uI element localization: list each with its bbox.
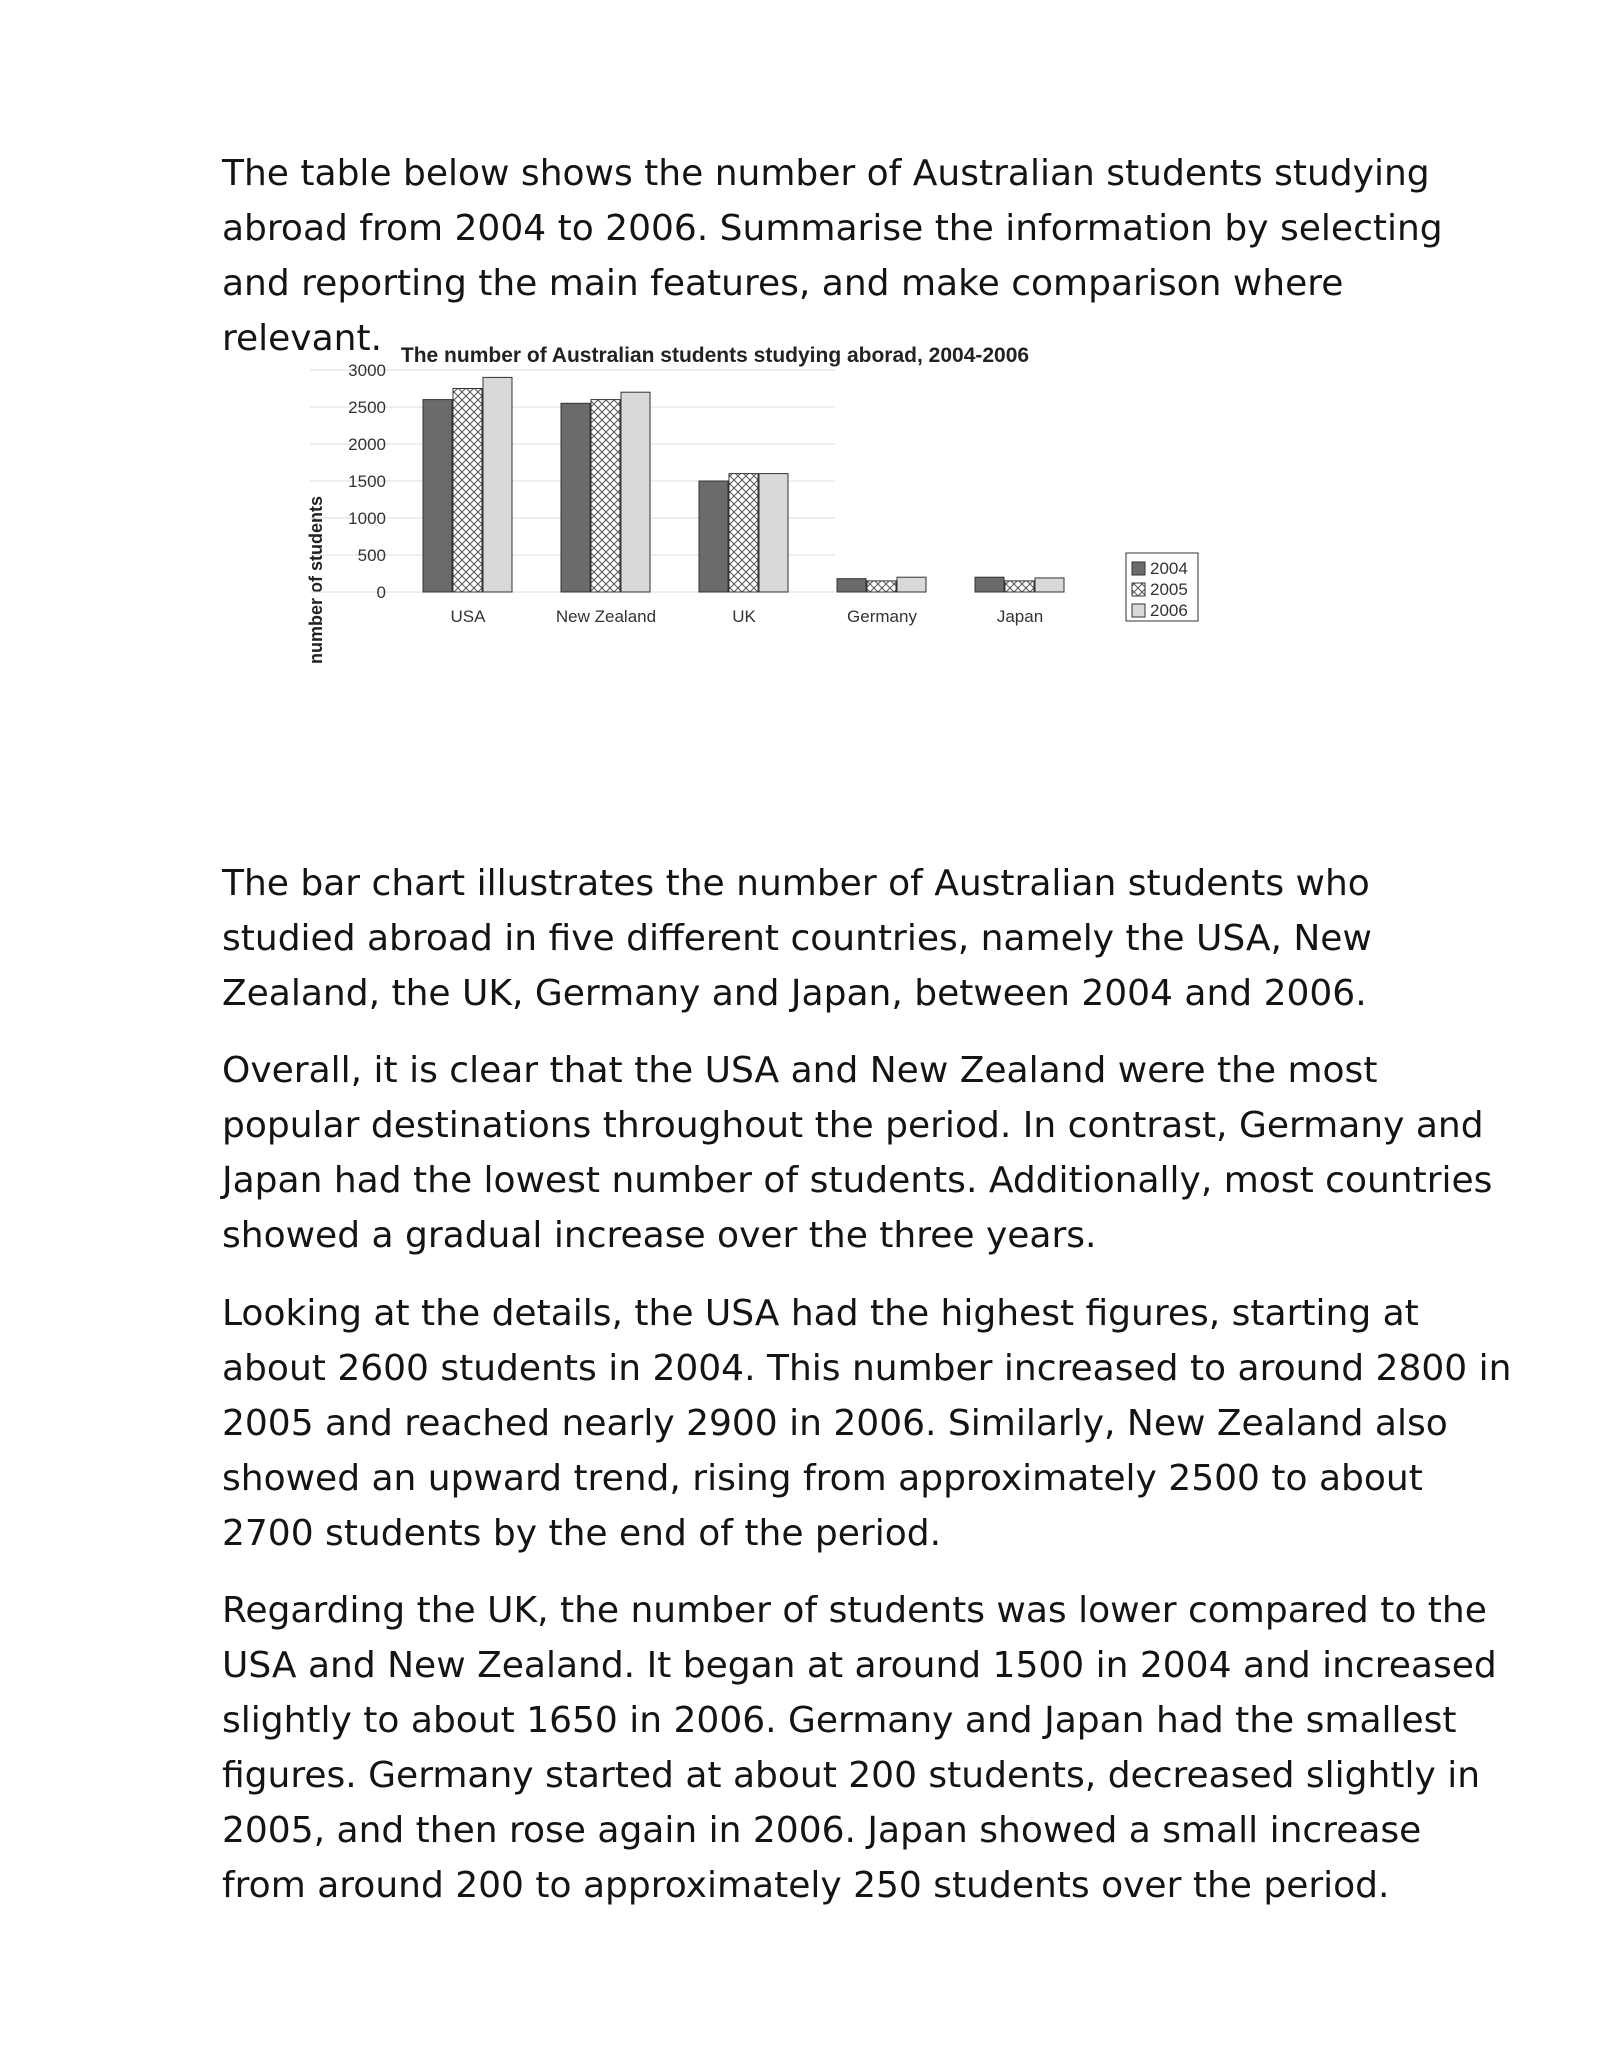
y-tick-label: 3000	[348, 361, 386, 380]
bar-japan-2005	[1005, 581, 1034, 592]
y-tick-label: 1500	[348, 472, 386, 491]
y-tick-label: 2000	[348, 435, 386, 454]
legend-swatch	[1132, 562, 1145, 575]
bar-new-zealand-2004	[561, 403, 590, 592]
task-prompt: The table below shows the number of Australian students studying abroad from 2004 to 2006. Summarise the information by selecting and reporting the main features, and make comparison where relevant.	[222, 153, 1443, 359]
x-category-label: UK	[732, 607, 756, 626]
bar-uk-2006	[759, 474, 788, 592]
bar-new-zealand-2006	[621, 392, 650, 592]
bar-usa-2005	[453, 389, 482, 593]
bar-germany-2005	[867, 581, 896, 592]
bar-uk-2004	[699, 481, 728, 592]
bar-japan-2004	[975, 577, 1004, 592]
paragraph-details-1: Looking at the details, the USA had the highest figures, starting at about 2600 students in 2004. This number increased to around 2800 in 2005 and reached nearly 2900 in 2006. Similarly, New Zealand also showed an upward trend, rising from approximately 2500 to about 2700 students by the end of the period.	[222, 1293, 1512, 1554]
legend-swatch	[1132, 604, 1145, 617]
y-tick-label: 2500	[348, 398, 386, 417]
bar-usa-2006	[483, 377, 512, 592]
legend-swatch	[1132, 583, 1145, 596]
paragraph-overview: Overall, it is clear that the USA and New Zealand were the most popular destinations throughout the period. In contrast, Germany and Japan had the lowest number of students. Additionally, most countries showed a gradual increase over the three years.	[222, 1050, 1493, 1256]
legend-label: 2004	[1150, 559, 1188, 578]
bar-layer	[423, 377, 1064, 592]
y-tick-layer	[348, 361, 386, 602]
legend	[1126, 553, 1198, 621]
paragraph-intro: The bar chart illustrates the number of Australian students who studied abroad in five different countries, namely the USA, New Zealand, the UK, Germany and Japan, between 2004 and 2006.	[222, 863, 1372, 1014]
bar-japan-2006	[1035, 578, 1064, 592]
paragraph-details-2: Regarding the UK, the number of students was lower compared to the USA and New Zealand. It began at around 1500 in 2004 and increased slightly to about 1650 in 2006. Germany and Japan had the smallest figures. Germany started at about 200 students, decreased slightly in 2005, and then rose again in 2006. Japan showed a small increase from around 200 to approximately 250 students over the period.	[222, 1590, 1497, 1906]
y-tick-label: 1000	[348, 509, 386, 528]
y-axis-title: number of students	[306, 495, 326, 665]
legend-label: 2005	[1150, 580, 1188, 599]
bar-germany-2006	[897, 577, 926, 592]
bar-uk-2005	[729, 474, 758, 592]
y-tick-label: 500	[357, 546, 386, 565]
bar-chart	[290, 340, 1220, 840]
x-category-label: Germany	[847, 607, 917, 626]
category-label-layer	[451, 607, 1044, 626]
y-tick-label: 0	[376, 583, 386, 602]
x-category-label: USA	[450, 607, 486, 626]
chart-title: The number of Australian students studying aborad, 2004-2006	[400, 344, 1030, 367]
x-category-label: Japan	[996, 607, 1044, 626]
x-category-label: New Zealand	[555, 607, 657, 626]
legend-label: 2006	[1150, 601, 1188, 620]
bar-germany-2004	[837, 579, 866, 592]
bar-usa-2004	[423, 400, 452, 592]
bar-new-zealand-2005	[591, 400, 620, 592]
